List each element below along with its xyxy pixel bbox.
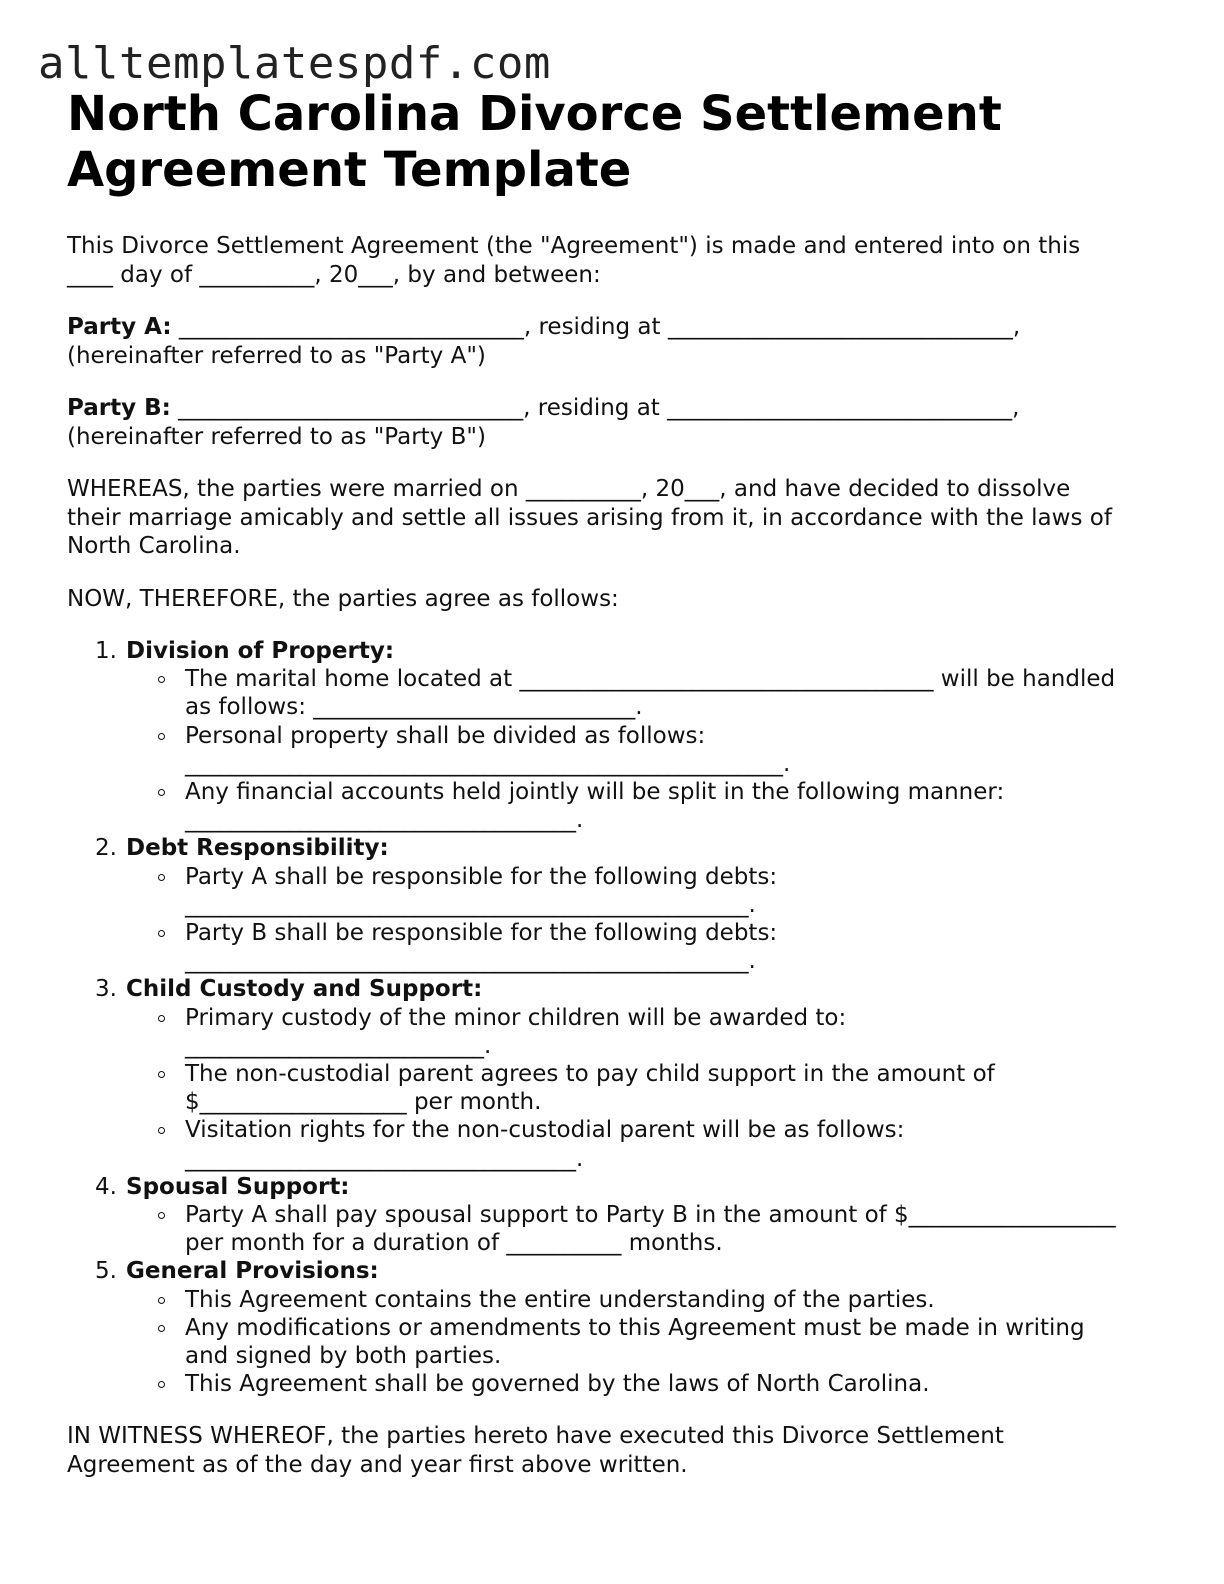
list-item: Party B shall be responsible for the following debts: _________________________________________________.: [185, 919, 1157, 975]
now-therefore-paragraph: NOW, THEREFORE, the parties agree as follows:: [67, 585, 619, 612]
bullet-icon: [158, 676, 165, 683]
section-items: [126, 665, 1157, 834]
document-body: [67, 86, 1157, 1479]
section-number: 4.: [95, 1173, 117, 1200]
section-debt-responsibility: [95, 834, 1157, 975]
section-number: 1.: [95, 638, 117, 664]
list-item: Any modifications or amendments to this Agreement must be made in writing and signed by both parties.: [185, 1314, 1157, 1370]
section-number: 5.: [95, 1258, 117, 1285]
witness-line-1: IN WITNESS WHEREOF, the parties hereto have executed this Divorce Settlement: [67, 1423, 1004, 1450]
list-item: Visitation rights for the non-custodial parent will be as follows: __________________________________.: [185, 1116, 1157, 1172]
whereas-line-2: their marriage amicably and settle all issues arising from it, in accordance with the laws of: [67, 504, 1112, 531]
section-division-of-property: [95, 637, 1157, 834]
party-b-line-2: (hereinafter referred to as "Party B"): [67, 423, 486, 450]
party-b-label: Party B:: [67, 395, 171, 421]
section-heading: Division of Property:: [126, 638, 395, 664]
party-b-paragraph: [67, 394, 1157, 451]
page-title: [67, 86, 1157, 198]
list-item: Primary custody of the minor children will be awarded to: __________________________.: [185, 1004, 1157, 1060]
list-item: The marital home located at ____________________________________ will be handled as follows: ____________________________.: [185, 665, 1157, 721]
watermark-text: alltemplatespdf.com: [38, 38, 551, 89]
intro-line-2: ____ day of __________, 20___, by and between:: [67, 261, 601, 288]
section-items: [126, 863, 1157, 976]
party-a-label: Party A:: [67, 314, 172, 340]
section-items: [126, 1004, 1157, 1173]
title-line-1: North Carolina Divorce Settlement: [67, 86, 1002, 142]
bullet-icon: [158, 1381, 165, 1388]
sections-list: [67, 637, 1157, 1398]
party-a-line-2: (hereinafter referred to as "Party A"): [67, 342, 486, 369]
section-child-custody-and-support: [95, 975, 1157, 1172]
whereas-line-3: North Carolina.: [67, 533, 241, 559]
bullet-icon: [158, 930, 165, 937]
section-spousal-support: [95, 1173, 1157, 1258]
list-item: Any financial accounts held jointly will be split in the following manner: __________________________________.: [185, 778, 1157, 834]
whereas-paragraph: [67, 475, 1157, 561]
party-a-paragraph: [67, 313, 1157, 370]
witness-paragraph: [67, 1422, 1157, 1479]
list-item: Personal property shall be divided as follows: ____________________________________________________.: [185, 722, 1157, 778]
section-general-provisions: [95, 1257, 1157, 1398]
intro-paragraph: [67, 232, 1157, 289]
party-a-line-1: ______________________________, residing at ______________________________,: [171, 314, 1021, 340]
bullet-icon: [158, 1325, 165, 1332]
section-heading: Child Custody and Support:: [126, 976, 483, 1003]
witness-line-2: Agreement as of the day and year first above written.: [67, 1451, 688, 1478]
bullet-icon: [158, 1071, 165, 1078]
bullet-icon: [158, 733, 165, 740]
section-heading: Spousal Support:: [126, 1173, 350, 1200]
bullet-icon: [158, 1127, 165, 1134]
list-item: The non-custodial parent agrees to pay child support in the amount of $__________________ per month.: [185, 1060, 1157, 1116]
bullet-icon: [158, 1297, 165, 1304]
whereas-line-1: WHEREAS, the parties were married on __________, 20___, and have decided to dissolve: [67, 476, 1071, 502]
bullet-icon: [158, 789, 165, 796]
bullet-icon: [158, 1015, 165, 1022]
section-number: 2.: [95, 835, 117, 862]
bullet-icon: [158, 1212, 165, 1219]
section-heading: Debt Responsibility:: [126, 835, 389, 862]
party-b-line-1: ______________________________, residing at ______________________________,: [170, 395, 1020, 421]
section-items: [126, 1201, 1157, 1257]
section-heading: General Provisions:: [126, 1258, 379, 1285]
list-item: Party A shall pay spousal support to Party B in the amount of $__________________ per month for a duration of __________ months.: [185, 1201, 1157, 1257]
list-item: This Agreement contains the entire understanding of the parties.: [185, 1286, 1157, 1314]
section-items: [126, 1286, 1157, 1399]
intro-line-1: This Divorce Settlement Agreement (the "Agreement") is made and entered into on this: [67, 233, 1081, 259]
list-item: This Agreement shall be governed by the laws of North Carolina.: [185, 1370, 1157, 1398]
list-item: Party A shall be responsible for the following debts: _________________________________________________.: [185, 863, 1157, 919]
section-number: 3.: [95, 976, 117, 1003]
title-line-2: Agreement Template: [67, 142, 632, 198]
bullet-icon: [158, 874, 165, 881]
